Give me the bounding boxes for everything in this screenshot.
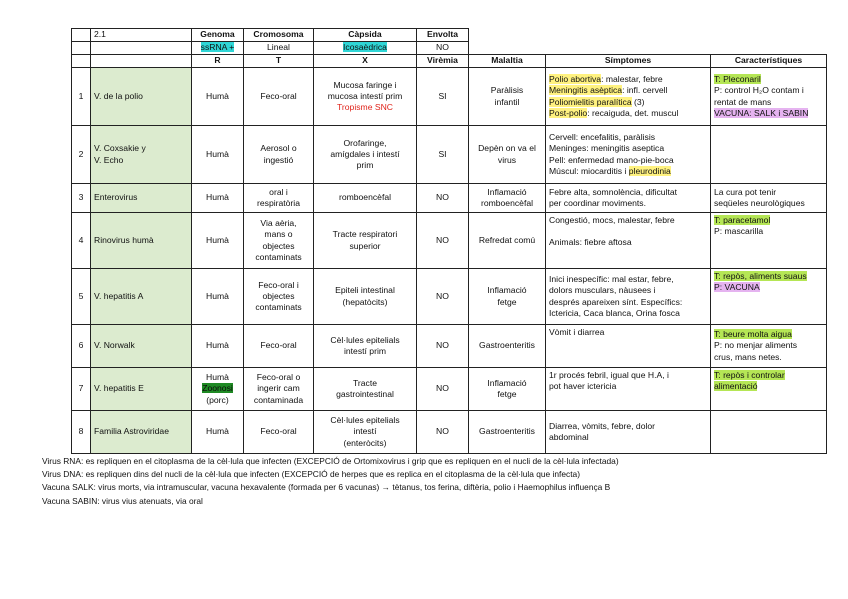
col-viremia: Virèmia: [417, 55, 469, 68]
cromosoma-value: Lineal: [244, 42, 314, 55]
tropisme: Cèl·lules epitelials intestí (enteròcits): [314, 411, 417, 454]
transmissio: oral i respiratòria: [244, 184, 314, 213]
simptomes: 1r procés febril, igual que H.A, i pot haver ictericia: [546, 368, 711, 411]
col-r: R: [192, 55, 244, 68]
reservori: Humà: [192, 325, 244, 368]
viremia: SI: [417, 68, 469, 126]
col-envolta: Envolta: [417, 29, 469, 42]
malaltia: Inflamació fetge: [469, 368, 546, 411]
caracteristiques: T: repòs i controlar alimentació: [711, 368, 827, 411]
transmissio: Feco-oral i objectes contaminats: [244, 269, 314, 325]
col-caracteristiques: Característiques: [711, 55, 827, 68]
virus-name: Familia Astroviridae: [91, 411, 192, 454]
row-number: 7: [72, 368, 91, 411]
row-number: 8: [72, 411, 91, 454]
row-number: 2: [72, 126, 91, 184]
row-number: 6: [72, 325, 91, 368]
header-row-1: [72, 29, 827, 42]
transmissio: Feco-oral: [244, 68, 314, 126]
malaltia: Paràlisis infantil: [469, 68, 546, 126]
virus-name: V. hepatitis A: [91, 269, 192, 325]
table-row: [72, 325, 827, 368]
virus-name: V. de la polio: [91, 68, 192, 126]
table-row: [72, 213, 827, 269]
col-malaltia: Malaltia: [469, 55, 546, 68]
transmissio: Feco-oral o ingerir cam contaminada: [244, 368, 314, 411]
caracteristiques: T: beure molta aigua P: no menjar aliments crus, mans netes.: [711, 325, 827, 368]
table-row: [72, 368, 827, 411]
tropisme: Tracte respiratori superior: [314, 213, 417, 269]
col-simptomes: Símptomes: [546, 55, 711, 68]
simptomes: Inici inespecífic: mal estar, febre, dolors musculars, nàusees i després apareixen sínt. Específics: Ictericia, Caca blanca, Orina fosca: [546, 269, 711, 325]
table-row: [72, 411, 827, 454]
tropisme: Orofaringe, amígdales i intestí prim: [314, 126, 417, 184]
simptomes: Cervell: encefalitis, paràlisis Meninges: meningitis aseptica Pell: enfermedad mano-pie-boca Múscul: miocarditis i pleurodinia: [546, 126, 711, 184]
simptomes: Polio abortiva: malestar, febre Meningitis asèptica: infl. cervell Poliomielitis paralítica (3) Post-polio: recaiguda, det. muscul: [546, 68, 711, 126]
tropisme: Tracte gastrointestinal: [314, 368, 417, 411]
note-virus-rna: Virus RNA: es repliquen en el citoplasma de la cèl·lula que infecten (EXCEPCIÓ de Ortomixovirus i grip que es repliquen en el nucli de la cèl·lula infectada): [42, 456, 619, 466]
tropisme: Epiteli intestinal (hepatòcits): [314, 269, 417, 325]
virus-name: V. hepatitis E: [91, 368, 192, 411]
caracteristiques: T: paracetamol P: mascarilla: [711, 213, 827, 269]
row-number: 3: [72, 184, 91, 213]
tropisme: Cèl·lules epitelials intestí prim: [314, 325, 417, 368]
malaltia: Gastroenteritis: [469, 411, 546, 454]
capsida-value: Icosaèdrica: [343, 42, 387, 53]
malaltia: Refredat comú: [469, 213, 546, 269]
malaltia: Inflamació romboencèfal: [469, 184, 546, 213]
col-t: T: [244, 55, 314, 68]
viremia: NO: [417, 269, 469, 325]
simptomes: Congestió, mocs, malestar, febre Animals: fiebre aftosa: [546, 213, 711, 269]
table-row: [72, 184, 827, 213]
transmissio: Aerosol o ingestió: [244, 126, 314, 184]
reservori: Humà Zoonosi (porc): [192, 368, 244, 411]
transmissio: Via aèria, mans o objectes contaminats: [244, 213, 314, 269]
transmissio: Feco-oral: [244, 325, 314, 368]
viremia: NO: [417, 411, 469, 454]
reservori: Humà: [192, 213, 244, 269]
reservori: Humà: [192, 126, 244, 184]
table-id: 2.1: [91, 29, 192, 42]
virus-name: V. Coxsakie y V. Echo: [91, 126, 192, 184]
col-cromosoma: Cromosoma: [244, 29, 314, 42]
viremia: NO: [417, 213, 469, 269]
envolta-value: NO: [417, 42, 469, 55]
virus-table: [71, 28, 827, 454]
viremia: SI: [417, 126, 469, 184]
reservori: Humà: [192, 269, 244, 325]
malaltia: Gastroenteritis: [469, 325, 546, 368]
caracteristiques: [711, 411, 827, 454]
reservori: Humà: [192, 411, 244, 454]
header-row-3: [72, 55, 827, 68]
virus-name: V. Norwalk: [91, 325, 192, 368]
note-virus-dna: Virus DNA: es repliquen dins del nucli de la cèl·lula que infecten (EXCEPCIÓ de herpes que es replica en el citoplasma de la cèl·lula que infecta): [42, 469, 580, 480]
transmissio: Feco-oral: [244, 411, 314, 454]
col-genoma: Genoma: [192, 29, 244, 42]
simptomes: Diarrea, vòmits, febre, dolor abdominal: [546, 411, 711, 454]
viremia: NO: [417, 368, 469, 411]
genoma-value: ssRNA +: [200, 42, 235, 53]
row-number: 5: [72, 269, 91, 325]
col-x: X: [314, 55, 417, 68]
tropisme: Mucosa faringe i mucosa intestí prim Tropisme SNC: [314, 68, 417, 126]
simptomes: Febre alta, somnolència, dificultat per coordinar moviments.: [546, 184, 711, 213]
footnotes: [42, 455, 619, 508]
caracteristiques: T: Pleconaril P: control H₂O contam i rentat de mans VACUNA: SALK i SABIN: [711, 68, 827, 126]
row-number: 4: [72, 213, 91, 269]
col-capsida: Càpsida: [314, 29, 417, 42]
virus-name: Rinovirus humà: [91, 213, 192, 269]
reservori: Humà: [192, 184, 244, 213]
reservori: Humà: [192, 68, 244, 126]
row-number: 1: [72, 68, 91, 126]
table-row: [72, 126, 827, 184]
note-vacuna-salk: Vacuna SALK: virus morts, via intramuscular, vacuna hexavalente (formada per 6 vacunas) → tètanus, tos ferina, diftèria, polio i Haemophilus influença B: [42, 482, 611, 493]
malaltia: Depèn on va el virus: [469, 126, 546, 184]
simptomes: Vòmit i diarrea: [546, 325, 711, 368]
note-vacuna-sabin: Vacuna SABIN: virus vius atenuats, via oral: [42, 495, 203, 506]
virus-name: Enterovirus: [91, 184, 192, 213]
viremia: NO: [417, 184, 469, 213]
table-row: [72, 68, 827, 126]
caracteristiques: T: repòs, aliments suaus P: VACUNA: [711, 269, 827, 325]
caracteristiques: La cura pot tenir seqüeles neurològiques: [711, 184, 827, 213]
viremia: NO: [417, 325, 469, 368]
tropisme: romboencèfal: [314, 184, 417, 213]
malaltia: Inflamació fetge: [469, 269, 546, 325]
caracteristiques: [711, 126, 827, 184]
header-row-2: [72, 42, 827, 55]
table-row: [72, 269, 827, 325]
